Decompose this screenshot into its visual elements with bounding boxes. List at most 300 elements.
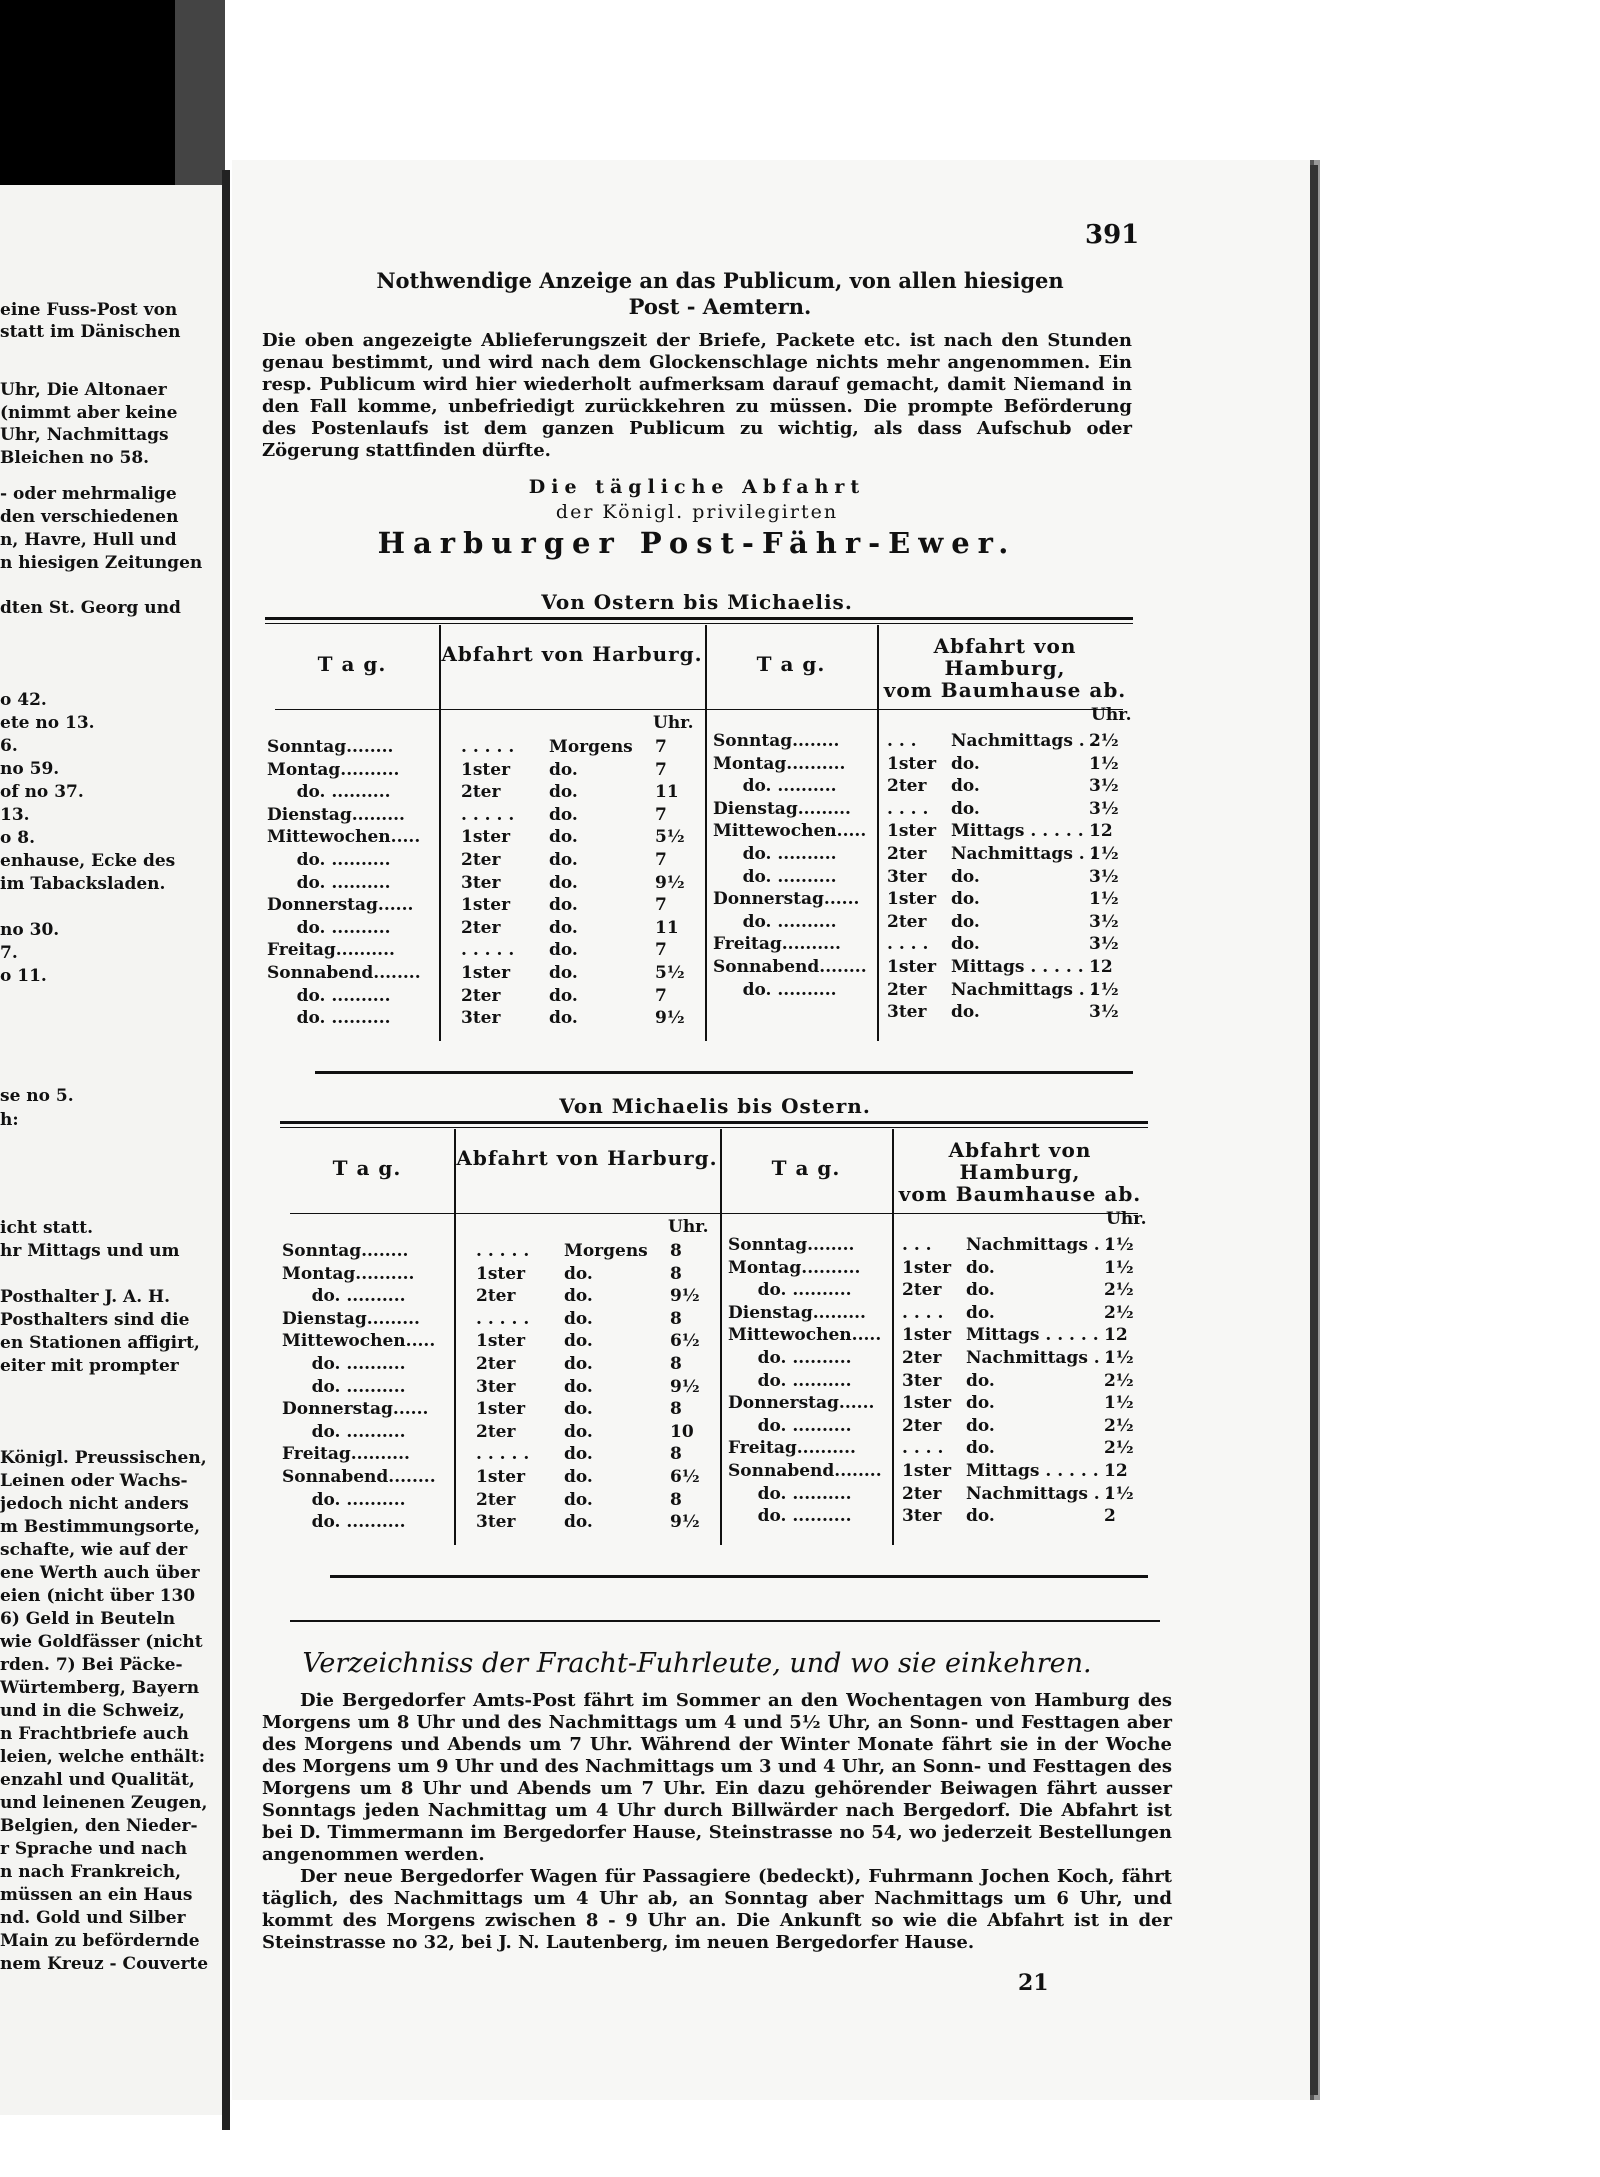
- hamburg-row-day: Donnerstag......: [728, 1393, 875, 1414]
- harburg-row-ordinal: . . . . .: [476, 1241, 530, 1261]
- hamburg-row-time: 1½: [1104, 1257, 1134, 1278]
- hamburg-row-time: 1½: [1089, 979, 1119, 1000]
- hamburg-row-period: Mittags . . . . .: [966, 1461, 1099, 1481]
- hamburg-row-time: 3½: [1089, 934, 1119, 955]
- harburg-row-ordinal: 3ter: [476, 1512, 516, 1533]
- hamburg-row-day: do. ..........: [713, 866, 837, 887]
- harburg-row-day: Donnerstag......: [267, 895, 414, 916]
- harburg-row-day: do. ..........: [282, 1286, 406, 1307]
- harburg-row-period: do.: [549, 963, 578, 983]
- hamburg-row-ordinal: 2ter: [887, 979, 927, 1000]
- hamburg-row-time: 1½: [1104, 1235, 1134, 1255]
- harburg-row-day: do. ..........: [282, 1512, 406, 1533]
- harburg-row-time: 9½: [655, 872, 685, 893]
- hamburg-row-ordinal: . . . .: [902, 1438, 944, 1459]
- left-page-line: statt im Dänischen: [0, 322, 181, 342]
- hamburg-row-day: Freitag..........: [713, 934, 841, 955]
- hamburg-row-day: Mittewochen.....: [713, 821, 867, 842]
- hamburg-row-ordinal: 3ter: [887, 866, 927, 887]
- harburg-row-day: do. ..........: [282, 1354, 406, 1374]
- left-page-line: Bleichen no 58.: [0, 448, 150, 468]
- header-tag-left: T a g.: [332, 1156, 402, 1180]
- harburg-row-day: Montag..........: [282, 1263, 415, 1284]
- harburg-row-day: Dienstag.........: [267, 804, 405, 825]
- harburg-row-ordinal: 1ster: [476, 1399, 526, 1420]
- left-page-line: Uhr, Die Altonaer: [0, 380, 167, 400]
- fracht-title: Verzeichniss der Fracht-Fuhrleute, und wo sie einkehren.: [302, 1648, 1092, 1679]
- hamburg-row-ordinal: 1ster: [902, 1461, 952, 1481]
- left-page-line: und in die Schweiz,: [0, 1701, 185, 1721]
- hamburg-row-time: 1½: [1104, 1483, 1134, 1504]
- left-page-line: dten St. Georg und: [0, 598, 181, 618]
- hamburg-row-period: do.: [966, 1257, 995, 1278]
- harburg-row-time: 7: [655, 895, 667, 916]
- hamburg-row-ordinal: 3ter: [902, 1370, 942, 1391]
- harburg-row-period: do.: [549, 985, 578, 1006]
- harburg-row-period: do.: [549, 895, 578, 916]
- hamburg-row-ordinal: 1ster: [887, 957, 937, 977]
- column-divider: [892, 1129, 894, 1545]
- harburg-row-time: 8: [670, 1399, 682, 1420]
- harburg-row-day: Sonntag........: [267, 737, 394, 757]
- hamburg-row-time: 3½: [1089, 911, 1119, 932]
- column-divider: [705, 625, 707, 1041]
- left-page-line: 6) Geld in Beuteln: [0, 1609, 176, 1629]
- hamburg-row-day: Sonnabend........: [728, 1461, 882, 1481]
- hamburg-row-day: Montag..........: [713, 753, 846, 774]
- hamburg-row-period: Nachmittags . .: [966, 1348, 1112, 1368]
- harburg-row-ordinal: 1ster: [476, 1331, 526, 1352]
- harburg-row-period: do.: [564, 1421, 593, 1442]
- header-from-hamburg: [892, 1139, 1148, 1205]
- harburg-row-period: do.: [549, 782, 578, 803]
- notice-title-line2: Post - Aemtern.: [628, 294, 812, 319]
- left-page-line: r Sprache und nach: [0, 1839, 188, 1859]
- hamburg-row-period: do.: [966, 1302, 995, 1323]
- uhr-label-hamburg: Uhr.: [1091, 705, 1132, 725]
- column-divider: [877, 625, 879, 1041]
- left-page-line: m Bestimmungsorte,: [0, 1517, 201, 1537]
- left-page-line: eien (nicht über 130: [0, 1586, 196, 1606]
- harburg-row-period: do.: [564, 1489, 593, 1510]
- notice-title-line1: Nothwendige Anzeige an das Publicum, von allen hiesigen: [376, 268, 1064, 293]
- harburg-row-day: Mittewochen.....: [282, 1331, 436, 1352]
- hamburg-row-time: 1½: [1089, 844, 1119, 864]
- page-edge: [1310, 165, 1318, 2095]
- left-page-line: und leinenen Zeugen,: [0, 1793, 208, 1813]
- harburg-row-period: do.: [549, 1008, 578, 1029]
- left-page-line: enzahl und Qualität,: [0, 1770, 195, 1790]
- hamburg-row-period: do.: [951, 889, 980, 910]
- left-page-line: nd. Gold und Silber: [0, 1908, 186, 1928]
- hamburg-row-day: Donnerstag......: [713, 889, 860, 910]
- harburg-row-ordinal: 2ter: [461, 985, 501, 1006]
- hamburg-row-day: Sonnabend........: [713, 957, 867, 977]
- left-page-line: Belgien, den Nieder-: [0, 1816, 198, 1836]
- harburg-row-time: 7: [655, 759, 667, 780]
- hamburg-row-ordinal: . . .: [887, 731, 917, 751]
- left-page-line: of no 37.: [0, 782, 84, 802]
- harburg-row-day: do. ..........: [267, 872, 391, 893]
- harburg-row-day: do. ..........: [267, 985, 391, 1006]
- harburg-row-time: 8: [670, 1354, 682, 1374]
- hamburg-row-period: do.: [951, 798, 980, 819]
- harburg-row-ordinal: 1ster: [461, 963, 511, 983]
- season-title-summer: Von Ostern bis Michaelis.: [541, 590, 853, 614]
- uhr-label-harburg: Uhr.: [653, 713, 694, 733]
- harburg-row-time: 8: [670, 1263, 682, 1284]
- left-page-line: - oder mehrmalige: [0, 484, 177, 504]
- harburg-row-day: Sonnabend........: [267, 963, 421, 983]
- hamburg-row-ordinal: 1ster: [902, 1257, 952, 1278]
- harburg-row-ordinal: . . . . .: [461, 737, 515, 757]
- season-title-winter: Von Michaelis bis Ostern.: [559, 1094, 871, 1118]
- column-divider: [720, 1129, 722, 1545]
- left-page-line: im Tabacksladen.: [0, 874, 166, 894]
- hamburg-row-period: Nachmittags . .: [951, 844, 1097, 864]
- hamburg-row-time: 1½: [1089, 753, 1119, 774]
- hamburg-row-day: do. ..........: [713, 776, 837, 797]
- harburg-row-time: 9½: [670, 1286, 700, 1307]
- table-bottom-rule: [315, 1071, 1133, 1074]
- scan-margin-shadow: [175, 0, 225, 195]
- left-page-line: den verschiedenen: [0, 507, 179, 527]
- hamburg-row-period: Nachmittags . .: [951, 731, 1097, 751]
- left-page-line: rden. 7) Bei Päcke-: [0, 1655, 183, 1675]
- harburg-row-time: 6½: [670, 1467, 700, 1487]
- harburg-row-day: do. ..........: [267, 1008, 391, 1029]
- left-page-line: 6.: [0, 736, 18, 756]
- harburg-row-day: do. ..........: [282, 1489, 406, 1510]
- table-top-rule: [280, 1121, 1148, 1124]
- left-page-line: Uhr, Nachmittags: [0, 425, 169, 445]
- harburg-row-period: do.: [564, 1308, 593, 1329]
- harburg-row-day: do. ..........: [282, 1376, 406, 1397]
- harburg-row-ordinal: 3ter: [461, 1008, 501, 1029]
- column-divider: [454, 1129, 456, 1545]
- hamburg-row-time: 2½: [1104, 1280, 1134, 1301]
- hamburg-row-ordinal: 2ter: [902, 1415, 942, 1436]
- hamburg-row-day: do. ..........: [728, 1483, 852, 1504]
- hamburg-row-ordinal: 2ter: [902, 1280, 942, 1301]
- harburg-row-ordinal: 2ter: [476, 1421, 516, 1442]
- header-hamburg-line1: Abfahrt von: [933, 634, 1077, 658]
- hamburg-row-period: Nachmittags . .: [966, 1235, 1112, 1255]
- harburg-row-time: 5½: [655, 963, 685, 983]
- harburg-row-period: Morgens: [549, 737, 633, 757]
- left-page-line: schafte, wie auf der: [0, 1540, 188, 1560]
- harburg-row-period: do.: [549, 759, 578, 780]
- harburg-row-period: do.: [564, 1286, 593, 1307]
- header-rule: [290, 1213, 1138, 1214]
- harburg-row-time: 7: [655, 737, 667, 757]
- hamburg-row-time: 2½: [1104, 1438, 1134, 1459]
- harburg-row-period: do.: [549, 872, 578, 893]
- header-hamburg-line2: Hamburg,: [959, 1160, 1081, 1184]
- hamburg-row-period: do.: [966, 1393, 995, 1414]
- hamburg-row-period: do.: [951, 934, 980, 955]
- hamburg-row-time: 3½: [1089, 776, 1119, 797]
- harburg-row-time: 10: [670, 1421, 694, 1442]
- left-page-line: ene Werth auch über: [0, 1563, 200, 1583]
- table-top-rule: [265, 617, 1133, 620]
- fracht-paragraph-2: Der neue Bergedorfer Wagen für Passagiere (bedeckt), Fuhrmann Jochen Koch, fährt täglich, des Nachmittags um 4 Uhr ab, an Sonntag aber Nachmittags um 6 Uhr, und kommt des Morgens zwischen 8 - 9 Uhr an. Die Ankunft so wie die Abfahrt ist in der Steinstrasse no 32, bei J. N. Lautenberg, im neuen Bergedorfer Hause.: [262, 1866, 1172, 1953]
- left-page-line: en Stationen affigirt,: [0, 1333, 200, 1353]
- left-page-line: wie Goldfässer (nicht: [0, 1632, 203, 1652]
- hamburg-row-day: do. ..........: [728, 1280, 852, 1301]
- harburg-row-ordinal: 3ter: [461, 872, 501, 893]
- harburg-row-ordinal: 3ter: [476, 1376, 516, 1397]
- hamburg-row-period: do.: [951, 753, 980, 774]
- header-from-hamburg: [877, 635, 1133, 701]
- left-page-line: no 30.: [0, 920, 60, 940]
- hamburg-row-day: Freitag..........: [728, 1438, 856, 1459]
- left-page-line: se no 5.: [0, 1086, 74, 1106]
- hamburg-row-day: do. ..........: [728, 1370, 852, 1391]
- header-from-harburg: Abfahrt von Harburg.: [456, 1146, 718, 1170]
- left-page-clipped: [0, 185, 224, 2115]
- left-page-line: n Frachtbriefe auch: [0, 1724, 189, 1744]
- hamburg-row-day: do. ..........: [713, 911, 837, 932]
- left-page-line: n, Havre, Hull und: [0, 530, 177, 550]
- header-hamburg-line2: Hamburg,: [944, 656, 1066, 680]
- harburg-row-period: do.: [564, 1331, 593, 1352]
- harburg-row-period: do.: [564, 1263, 593, 1284]
- harburg-row-period: do.: [564, 1376, 593, 1397]
- hamburg-row-ordinal: 1ster: [887, 821, 937, 842]
- column-divider: [439, 625, 441, 1041]
- harburg-row-period: do.: [549, 804, 578, 825]
- harburg-row-day: Dienstag.........: [282, 1308, 420, 1329]
- harburg-row-time: 7: [655, 940, 667, 961]
- harburg-row-ordinal: 1ster: [461, 759, 511, 780]
- hamburg-row-time: 12: [1104, 1325, 1128, 1346]
- hamburg-row-day: do. ..........: [728, 1415, 852, 1436]
- harburg-row-day: do. ..........: [282, 1421, 406, 1442]
- harburg-row-time: 7: [655, 985, 667, 1006]
- harburg-row-ordinal: 1ster: [476, 1263, 526, 1284]
- left-page-line: Königl. Preussischen,: [0, 1448, 207, 1468]
- left-page-line: 7.: [0, 943, 18, 963]
- left-page-line: jedoch nicht anders: [0, 1494, 189, 1514]
- left-page-line: ete no 13.: [0, 713, 95, 733]
- hamburg-row-time: 1½: [1104, 1348, 1134, 1368]
- left-page-line: enhause, Ecke des: [0, 851, 176, 871]
- harburg-row-time: 7: [655, 804, 667, 825]
- left-page-line: müssen an ein Haus: [0, 1885, 193, 1905]
- harburg-row-time: 8: [670, 1489, 682, 1510]
- left-page-line: n hiesigen Zeitungen: [0, 553, 203, 573]
- left-page-line: no 59.: [0, 759, 60, 779]
- harburg-row-period: do.: [564, 1354, 593, 1374]
- hamburg-row-day: Montag..........: [728, 1257, 861, 1278]
- hamburg-row-ordinal: 1ster: [902, 1325, 952, 1346]
- header-tag-left: T a g.: [317, 652, 387, 676]
- hamburg-row-time: 3½: [1089, 866, 1119, 887]
- fracht-body: [262, 1690, 1172, 1954]
- hamburg-row-ordinal: . . . .: [887, 934, 929, 955]
- fracht-paragraph-1: Die Bergedorfer Amts-Post fährt im Sommer an den Wochentagen von Hamburg des Morgens um 8 Uhr und des Nachmittags um 4 und 5½ Uhr, an Sonn- und Festtagen aber des Morgens und Abends um 7 Uhr. Während der Winter Monate fährt sie in der Woche des Morgens um 9 Uhr und des Nachmittags um 3 und 4 Uhr, an Sonn- und Festtagen des Morgens um 8 Uhr und Abends um 7 Uhr. Ein dazu gehörender Beiwagen fährt ausser Sonntags jeden Nachmittag um 4 Uhr durch Billwärder nach Bergedorf. Die Abfahrt ist bei D. Timmermann im Bergedorfer Hause, Steinstrasse no 54, wo jederzeit Bestellungen angenommen werden.: [262, 1690, 1172, 1865]
- harburg-row-time: 9½: [670, 1512, 700, 1533]
- harburg-row-day: Mittewochen.....: [267, 827, 421, 848]
- page-number: 391: [1085, 220, 1140, 250]
- harburg-row-period: Morgens: [564, 1241, 648, 1261]
- hamburg-row-ordinal: 3ter: [887, 1002, 927, 1023]
- harburg-row-period: do.: [564, 1399, 593, 1420]
- harburg-row-ordinal: . . . . .: [461, 940, 515, 961]
- harburg-row-day: Freitag..........: [282, 1444, 410, 1465]
- harburg-row-ordinal: 1ster: [461, 895, 511, 916]
- hamburg-row-ordinal: 1ster: [902, 1393, 952, 1414]
- harburg-row-ordinal: 1ster: [461, 827, 511, 848]
- left-page-line: Würtemberg, Bayern: [0, 1678, 200, 1698]
- hamburg-row-day: Dienstag.........: [713, 798, 851, 819]
- signature-mark: 21: [1018, 1970, 1049, 1996]
- harburg-row-period: do.: [549, 827, 578, 848]
- header-tag-right: T a g.: [771, 1156, 841, 1180]
- hamburg-row-period: Mittags . . . . .: [951, 821, 1084, 842]
- harburg-row-time: 8: [670, 1308, 682, 1329]
- left-page-line: Posthalter J. A. H.: [0, 1287, 171, 1307]
- hamburg-row-period: do.: [951, 911, 980, 932]
- hamburg-row-time: 1½: [1104, 1393, 1134, 1414]
- hamburg-row-period: do.: [966, 1438, 995, 1459]
- harburg-row-day: Sonnabend........: [282, 1467, 436, 1487]
- hamburg-row-time: 12: [1089, 957, 1113, 977]
- harburg-row-ordinal: 2ter: [476, 1489, 516, 1510]
- hamburg-row-ordinal: 2ter: [887, 911, 927, 932]
- harburg-row-time: 8: [670, 1241, 682, 1261]
- hamburg-row-ordinal: . . .: [902, 1235, 932, 1255]
- harburg-row-ordinal: . . . . .: [476, 1308, 530, 1329]
- header-hamburg-line1: Abfahrt von: [948, 1138, 1092, 1162]
- table-top-rule-thin: [265, 623, 1133, 624]
- hamburg-row-period: do.: [966, 1370, 995, 1391]
- notice-title: [300, 268, 1140, 320]
- harburg-row-ordinal: 2ter: [476, 1286, 516, 1307]
- left-page-line: o 42.: [0, 690, 47, 710]
- harburg-row-day: do. ..........: [267, 917, 391, 938]
- header-rule: [275, 709, 1123, 710]
- hamburg-row-day: do. ..........: [728, 1348, 852, 1368]
- harburg-row-period: do.: [549, 850, 578, 870]
- hamburg-row-ordinal: 1ster: [887, 753, 937, 774]
- harburg-row-ordinal: . . . . .: [476, 1444, 530, 1465]
- harburg-row-time: 11: [655, 782, 679, 803]
- harburg-row-day: do. ..........: [267, 850, 391, 870]
- left-page-line: nem Kreuz - Couverte: [0, 1954, 209, 1974]
- hamburg-row-time: 3½: [1089, 798, 1119, 819]
- hamburg-row-day: Dienstag.........: [728, 1302, 866, 1323]
- harburg-row-time: 6½: [670, 1331, 700, 1352]
- header-hamburg-line3: vom Baumhause ab.: [898, 1182, 1142, 1206]
- left-page-line: n nach Frankreich,: [0, 1862, 182, 1882]
- harburg-row-day: Donnerstag......: [282, 1399, 429, 1420]
- left-page-line: o 8.: [0, 828, 36, 848]
- harburg-row-ordinal: 2ter: [476, 1354, 516, 1374]
- harburg-row-period: do.: [564, 1467, 593, 1487]
- hamburg-row-period: do.: [966, 1415, 995, 1436]
- uhr-label-harburg: Uhr.: [668, 1217, 709, 1237]
- hamburg-row-ordinal: 2ter: [887, 776, 927, 797]
- harburg-row-time: 7: [655, 850, 667, 870]
- harburg-row-day: Freitag..........: [267, 940, 395, 961]
- harburg-row-period: do.: [549, 917, 578, 938]
- hamburg-row-period: Mittags . . . . .: [966, 1325, 1099, 1346]
- hamburg-row-ordinal: . . . .: [902, 1302, 944, 1323]
- hamburg-row-ordinal: 1ster: [887, 889, 937, 910]
- harburg-row-ordinal: 2ter: [461, 782, 501, 803]
- hamburg-row-day: do. ..........: [713, 844, 837, 864]
- harburg-row-time: 9½: [670, 1376, 700, 1397]
- harburg-row-period: do.: [564, 1444, 593, 1465]
- hamburg-row-time: 2: [1104, 1506, 1116, 1527]
- hamburg-row-period: do.: [951, 776, 980, 797]
- harburg-row-day: do. ..........: [267, 782, 391, 803]
- hamburg-row-period: Nachmittags . .: [966, 1483, 1112, 1504]
- hamburg-row-ordinal: 2ter: [902, 1483, 942, 1504]
- hamburg-row-ordinal: 2ter: [887, 844, 927, 864]
- header-hamburg-line3: vom Baumhause ab.: [883, 678, 1127, 702]
- table-bottom-rule: [330, 1575, 1148, 1578]
- hamburg-row-ordinal: . . . .: [887, 798, 929, 819]
- hamburg-row-ordinal: 2ter: [902, 1348, 942, 1368]
- hamburg-row-period: do.: [951, 1002, 980, 1023]
- hamburg-row-period: do.: [966, 1280, 995, 1301]
- left-page-line: leien, welche enthält:: [0, 1747, 206, 1767]
- hamburg-row-day: Sonntag........: [713, 731, 840, 751]
- hamburg-row-time: 12: [1089, 821, 1113, 842]
- heading-harburg-ferry: Harburger Post-Fähr-Ewer.: [377, 526, 1017, 560]
- header-from-harburg: Abfahrt von Harburg.: [441, 642, 703, 666]
- hamburg-row-time: 2½: [1104, 1370, 1134, 1391]
- uhr-label-hamburg: Uhr.: [1106, 1209, 1147, 1229]
- hamburg-row-time: 12: [1104, 1461, 1128, 1481]
- hamburg-row-day: do. ..........: [713, 979, 837, 1000]
- left-page-line: eiter mit prompter: [0, 1356, 179, 1376]
- harburg-row-ordinal: . . . . .: [461, 804, 515, 825]
- hamburg-row-period: Mittags . . . . .: [951, 957, 1084, 977]
- book-gutter: [222, 170, 230, 2130]
- hamburg-row-day: do. ..........: [728, 1506, 852, 1527]
- hamburg-row-day: Sonntag........: [728, 1235, 855, 1255]
- section-divider: [290, 1620, 1160, 1622]
- harburg-row-ordinal: 2ter: [461, 850, 501, 870]
- harburg-row-time: 5½: [655, 827, 685, 848]
- hamburg-row-period: Nachmittags . .: [951, 979, 1097, 1000]
- notice-body: Die oben angezeigte Ablieferungszeit der Briefe, Packete etc. ist nach den Stunden genau bestimmt, und wird nach dem Glockenschlage nichts mehr angenommen. Ein resp. Publicum wird hier wiederholt aufmerksam darauf gemacht, damit Niemand in den Fall komme, unbefriedigt zurückkehren zu müssen. Die prompte Beförderung des Postenlaufs ist dem ganzen Publicum zu wichtig, als dass Aufschub oder Zögerung stattfinden dürfte.: [262, 330, 1132, 461]
- left-page-line: eine Fuss-Post von: [0, 300, 178, 320]
- harburg-row-period: do.: [549, 940, 578, 961]
- left-page-line: o 11.: [0, 966, 47, 986]
- left-page-line: (nimmt aber keine: [0, 403, 178, 423]
- harburg-row-day: Sonntag........: [282, 1241, 409, 1261]
- harburg-row-time: 9½: [655, 1008, 685, 1029]
- left-page-line: hr Mittags und um: [0, 1241, 180, 1261]
- left-page-line: icht statt.: [0, 1218, 94, 1238]
- harburg-row-ordinal: 2ter: [461, 917, 501, 938]
- hamburg-row-time: 2½: [1104, 1302, 1134, 1323]
- heading-daily-departure: Die tägliche Abfahrt: [528, 476, 866, 498]
- harburg-row-period: do.: [564, 1512, 593, 1533]
- scan-margin-dark: [0, 0, 175, 185]
- hamburg-row-ordinal: 3ter: [902, 1506, 942, 1527]
- hamburg-row-day: Mittewochen.....: [728, 1325, 882, 1346]
- hamburg-row-time: 3½: [1089, 1002, 1119, 1023]
- header-tag-right: T a g.: [756, 652, 826, 676]
- hamburg-row-period: do.: [966, 1506, 995, 1527]
- harburg-row-ordinal: 1ster: [476, 1467, 526, 1487]
